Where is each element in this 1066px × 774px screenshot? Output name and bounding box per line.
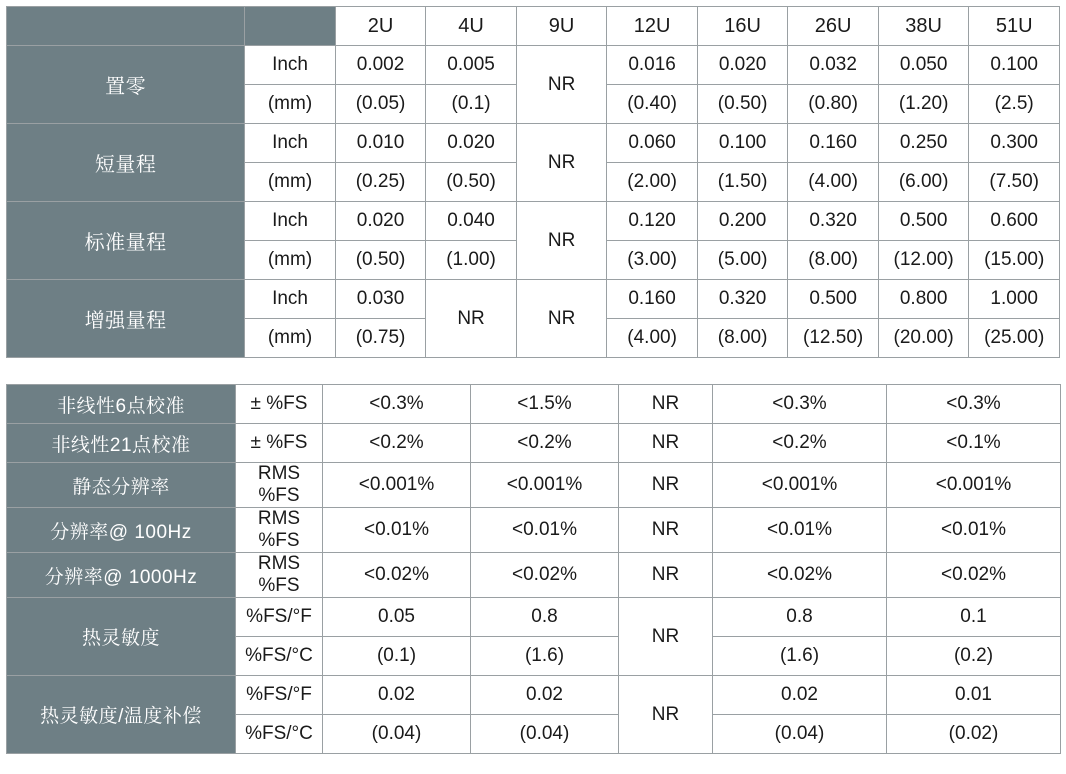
- column-header: 16U: [697, 7, 788, 46]
- row-label: 非线性21点校准: [7, 424, 236, 463]
- cell-value: (0.75): [335, 319, 426, 358]
- cell-value: 1.000: [969, 280, 1060, 319]
- table-row: [7, 553, 1061, 598]
- cell-value: 0.05: [323, 598, 471, 637]
- cell-value: 0.010: [335, 124, 426, 163]
- cell-value: (2.00): [607, 163, 698, 202]
- cell-value: <0.2%: [323, 424, 471, 463]
- unit-inch: Inch: [245, 202, 336, 241]
- cell-value: 0.800: [878, 280, 969, 319]
- cell-value: (0.50): [426, 163, 517, 202]
- cell-value: (1.20): [878, 85, 969, 124]
- column-header: 12U: [607, 7, 698, 46]
- cell-value: 0.060: [607, 124, 698, 163]
- cell-value: 0.02: [471, 676, 619, 715]
- cell-value: (4.00): [788, 163, 879, 202]
- cell-value: (0.80): [788, 85, 879, 124]
- row-label: 标准量程: [7, 202, 245, 280]
- table-row: [7, 463, 1061, 508]
- cell-value: 0.160: [607, 280, 698, 319]
- cell-value: <0.01%: [323, 508, 471, 553]
- table-row: [7, 424, 1061, 463]
- row-label: 热灵敏度: [7, 598, 236, 676]
- row-label: 置零: [7, 46, 245, 124]
- cell-value: 0.120: [607, 202, 698, 241]
- unit-fahrenheit: %FS/°F: [236, 598, 323, 637]
- cell-value-nr: NR: [619, 463, 713, 508]
- cell-value: (1.50): [697, 163, 788, 202]
- cell-value-nr: NR: [516, 280, 607, 358]
- row-label: 静态分辨率: [7, 463, 236, 508]
- cell-value: (0.02): [887, 715, 1061, 754]
- column-header: 51U: [969, 7, 1060, 46]
- unit-inch: Inch: [245, 280, 336, 319]
- unit-inch: Inch: [245, 124, 336, 163]
- unit-mm: (mm): [245, 241, 336, 280]
- cell-value: <0.01%: [713, 508, 887, 553]
- accuracy-spec-table: [6, 384, 1061, 754]
- cell-value: 0.016: [607, 46, 698, 85]
- cell-value: 0.600: [969, 202, 1060, 241]
- cell-value: (0.50): [335, 241, 426, 280]
- row-label: 分辨率@ 1000Hz: [7, 553, 236, 598]
- cell-value: (1.00): [426, 241, 517, 280]
- cell-value: 0.040: [426, 202, 517, 241]
- cell-value: (0.50): [697, 85, 788, 124]
- cell-value: <0.001%: [887, 463, 1061, 508]
- cell-value: <0.3%: [887, 385, 1061, 424]
- table-header-row: [7, 7, 1060, 46]
- cell-value-nr: NR: [619, 508, 713, 553]
- cell-value: 0.02: [323, 676, 471, 715]
- column-header: 2U: [335, 7, 426, 46]
- unit-cell: ± %FS: [236, 385, 323, 424]
- cell-value: 0.100: [969, 46, 1060, 85]
- unit-fahrenheit: %FS/°F: [236, 676, 323, 715]
- column-header: 4U: [426, 7, 517, 46]
- cell-value: (0.1): [426, 85, 517, 124]
- column-header: 26U: [788, 7, 879, 46]
- table-row: [7, 280, 1060, 319]
- cell-value: (12.00): [878, 241, 969, 280]
- cell-value: 0.050: [878, 46, 969, 85]
- cell-value: 0.005: [426, 46, 517, 85]
- cell-value: (8.00): [788, 241, 879, 280]
- cell-value-nr: NR: [426, 280, 517, 358]
- corner-cell: [7, 7, 245, 46]
- cell-value: (0.2): [887, 637, 1061, 676]
- cell-value: <0.02%: [887, 553, 1061, 598]
- cell-value: 0.200: [697, 202, 788, 241]
- table-separator: [6, 358, 1060, 384]
- cell-value-nr: NR: [619, 424, 713, 463]
- unit-celsius: %FS/°C: [236, 637, 323, 676]
- cell-value: 0.320: [788, 202, 879, 241]
- cell-value: 0.500: [788, 280, 879, 319]
- table-row: [7, 508, 1061, 553]
- cell-value: <0.01%: [887, 508, 1061, 553]
- cell-value: 0.250: [878, 124, 969, 163]
- column-header: 9U: [516, 7, 607, 46]
- cell-value-nr: NR: [516, 46, 607, 124]
- cell-value: (2.5): [969, 85, 1060, 124]
- cell-value: (4.00): [607, 319, 698, 358]
- cell-value-nr: NR: [619, 598, 713, 676]
- cell-value: 0.020: [697, 46, 788, 85]
- cell-value: (1.6): [471, 637, 619, 676]
- cell-value-nr: NR: [619, 385, 713, 424]
- row-label: 增强量程: [7, 280, 245, 358]
- cell-value: (1.6): [713, 637, 887, 676]
- cell-value: <0.001%: [713, 463, 887, 508]
- cell-value: (7.50): [969, 163, 1060, 202]
- table-row: [7, 202, 1060, 241]
- range-spec-table: [6, 6, 1060, 358]
- cell-value: (0.40): [607, 85, 698, 124]
- corner-cell-unit: [245, 7, 336, 46]
- cell-value: 0.01: [887, 676, 1061, 715]
- unit-cell: RMS %FS: [236, 508, 323, 553]
- unit-cell: ± %FS: [236, 424, 323, 463]
- cell-value: (0.1): [323, 637, 471, 676]
- unit-inch: Inch: [245, 46, 336, 85]
- row-label: 热灵敏度/温度补偿: [7, 676, 236, 754]
- column-header: 38U: [878, 7, 969, 46]
- cell-value: 0.032: [788, 46, 879, 85]
- table-row: [7, 124, 1060, 163]
- cell-value: (0.04): [471, 715, 619, 754]
- unit-cell: RMS %FS: [236, 463, 323, 508]
- cell-value: 0.020: [426, 124, 517, 163]
- cell-value: 0.1: [887, 598, 1061, 637]
- cell-value: 0.500: [878, 202, 969, 241]
- cell-value: (8.00): [697, 319, 788, 358]
- cell-value: (6.00): [878, 163, 969, 202]
- cell-value: <0.02%: [713, 553, 887, 598]
- table-row: [7, 385, 1061, 424]
- cell-value: <0.001%: [323, 463, 471, 508]
- cell-value: <0.02%: [323, 553, 471, 598]
- cell-value: 0.002: [335, 46, 426, 85]
- cell-value: 0.320: [697, 280, 788, 319]
- cell-value-nr: NR: [619, 676, 713, 754]
- cell-value: 0.300: [969, 124, 1060, 163]
- table-row: [7, 46, 1060, 85]
- cell-value: <0.1%: [887, 424, 1061, 463]
- cell-value: 0.02: [713, 676, 887, 715]
- cell-value: (0.04): [323, 715, 471, 754]
- cell-value: (15.00): [969, 241, 1060, 280]
- cell-value: (0.25): [335, 163, 426, 202]
- cell-value: <0.001%: [471, 463, 619, 508]
- cell-value: (12.50): [788, 319, 879, 358]
- table-row: [7, 598, 1061, 637]
- unit-celsius: %FS/°C: [236, 715, 323, 754]
- cell-value: (0.05): [335, 85, 426, 124]
- cell-value: (25.00): [969, 319, 1060, 358]
- cell-value: 0.020: [335, 202, 426, 241]
- cell-value: 0.030: [335, 280, 426, 319]
- cell-value-nr: NR: [516, 124, 607, 202]
- cell-value: <0.3%: [713, 385, 887, 424]
- cell-value: (5.00): [697, 241, 788, 280]
- cell-value-nr: NR: [516, 202, 607, 280]
- cell-value-nr: NR: [619, 553, 713, 598]
- row-label: 分辨率@ 100Hz: [7, 508, 236, 553]
- cell-value: 0.8: [713, 598, 887, 637]
- unit-cell: RMS %FS: [236, 553, 323, 598]
- unit-mm: (mm): [245, 85, 336, 124]
- cell-value: <1.5%: [471, 385, 619, 424]
- cell-value: (3.00): [607, 241, 698, 280]
- cell-value: <0.01%: [471, 508, 619, 553]
- cell-value: (0.04): [713, 715, 887, 754]
- cell-value: <0.2%: [713, 424, 887, 463]
- cell-value: (20.00): [878, 319, 969, 358]
- unit-mm: (mm): [245, 163, 336, 202]
- cell-value: 0.160: [788, 124, 879, 163]
- unit-mm: (mm): [245, 319, 336, 358]
- row-label: 短量程: [7, 124, 245, 202]
- cell-value: <0.3%: [323, 385, 471, 424]
- table-row: [7, 676, 1061, 715]
- cell-value: <0.02%: [471, 553, 619, 598]
- cell-value: 0.100: [697, 124, 788, 163]
- row-label: 非线性6点校准: [7, 385, 236, 424]
- cell-value: <0.2%: [471, 424, 619, 463]
- cell-value: 0.8: [471, 598, 619, 637]
